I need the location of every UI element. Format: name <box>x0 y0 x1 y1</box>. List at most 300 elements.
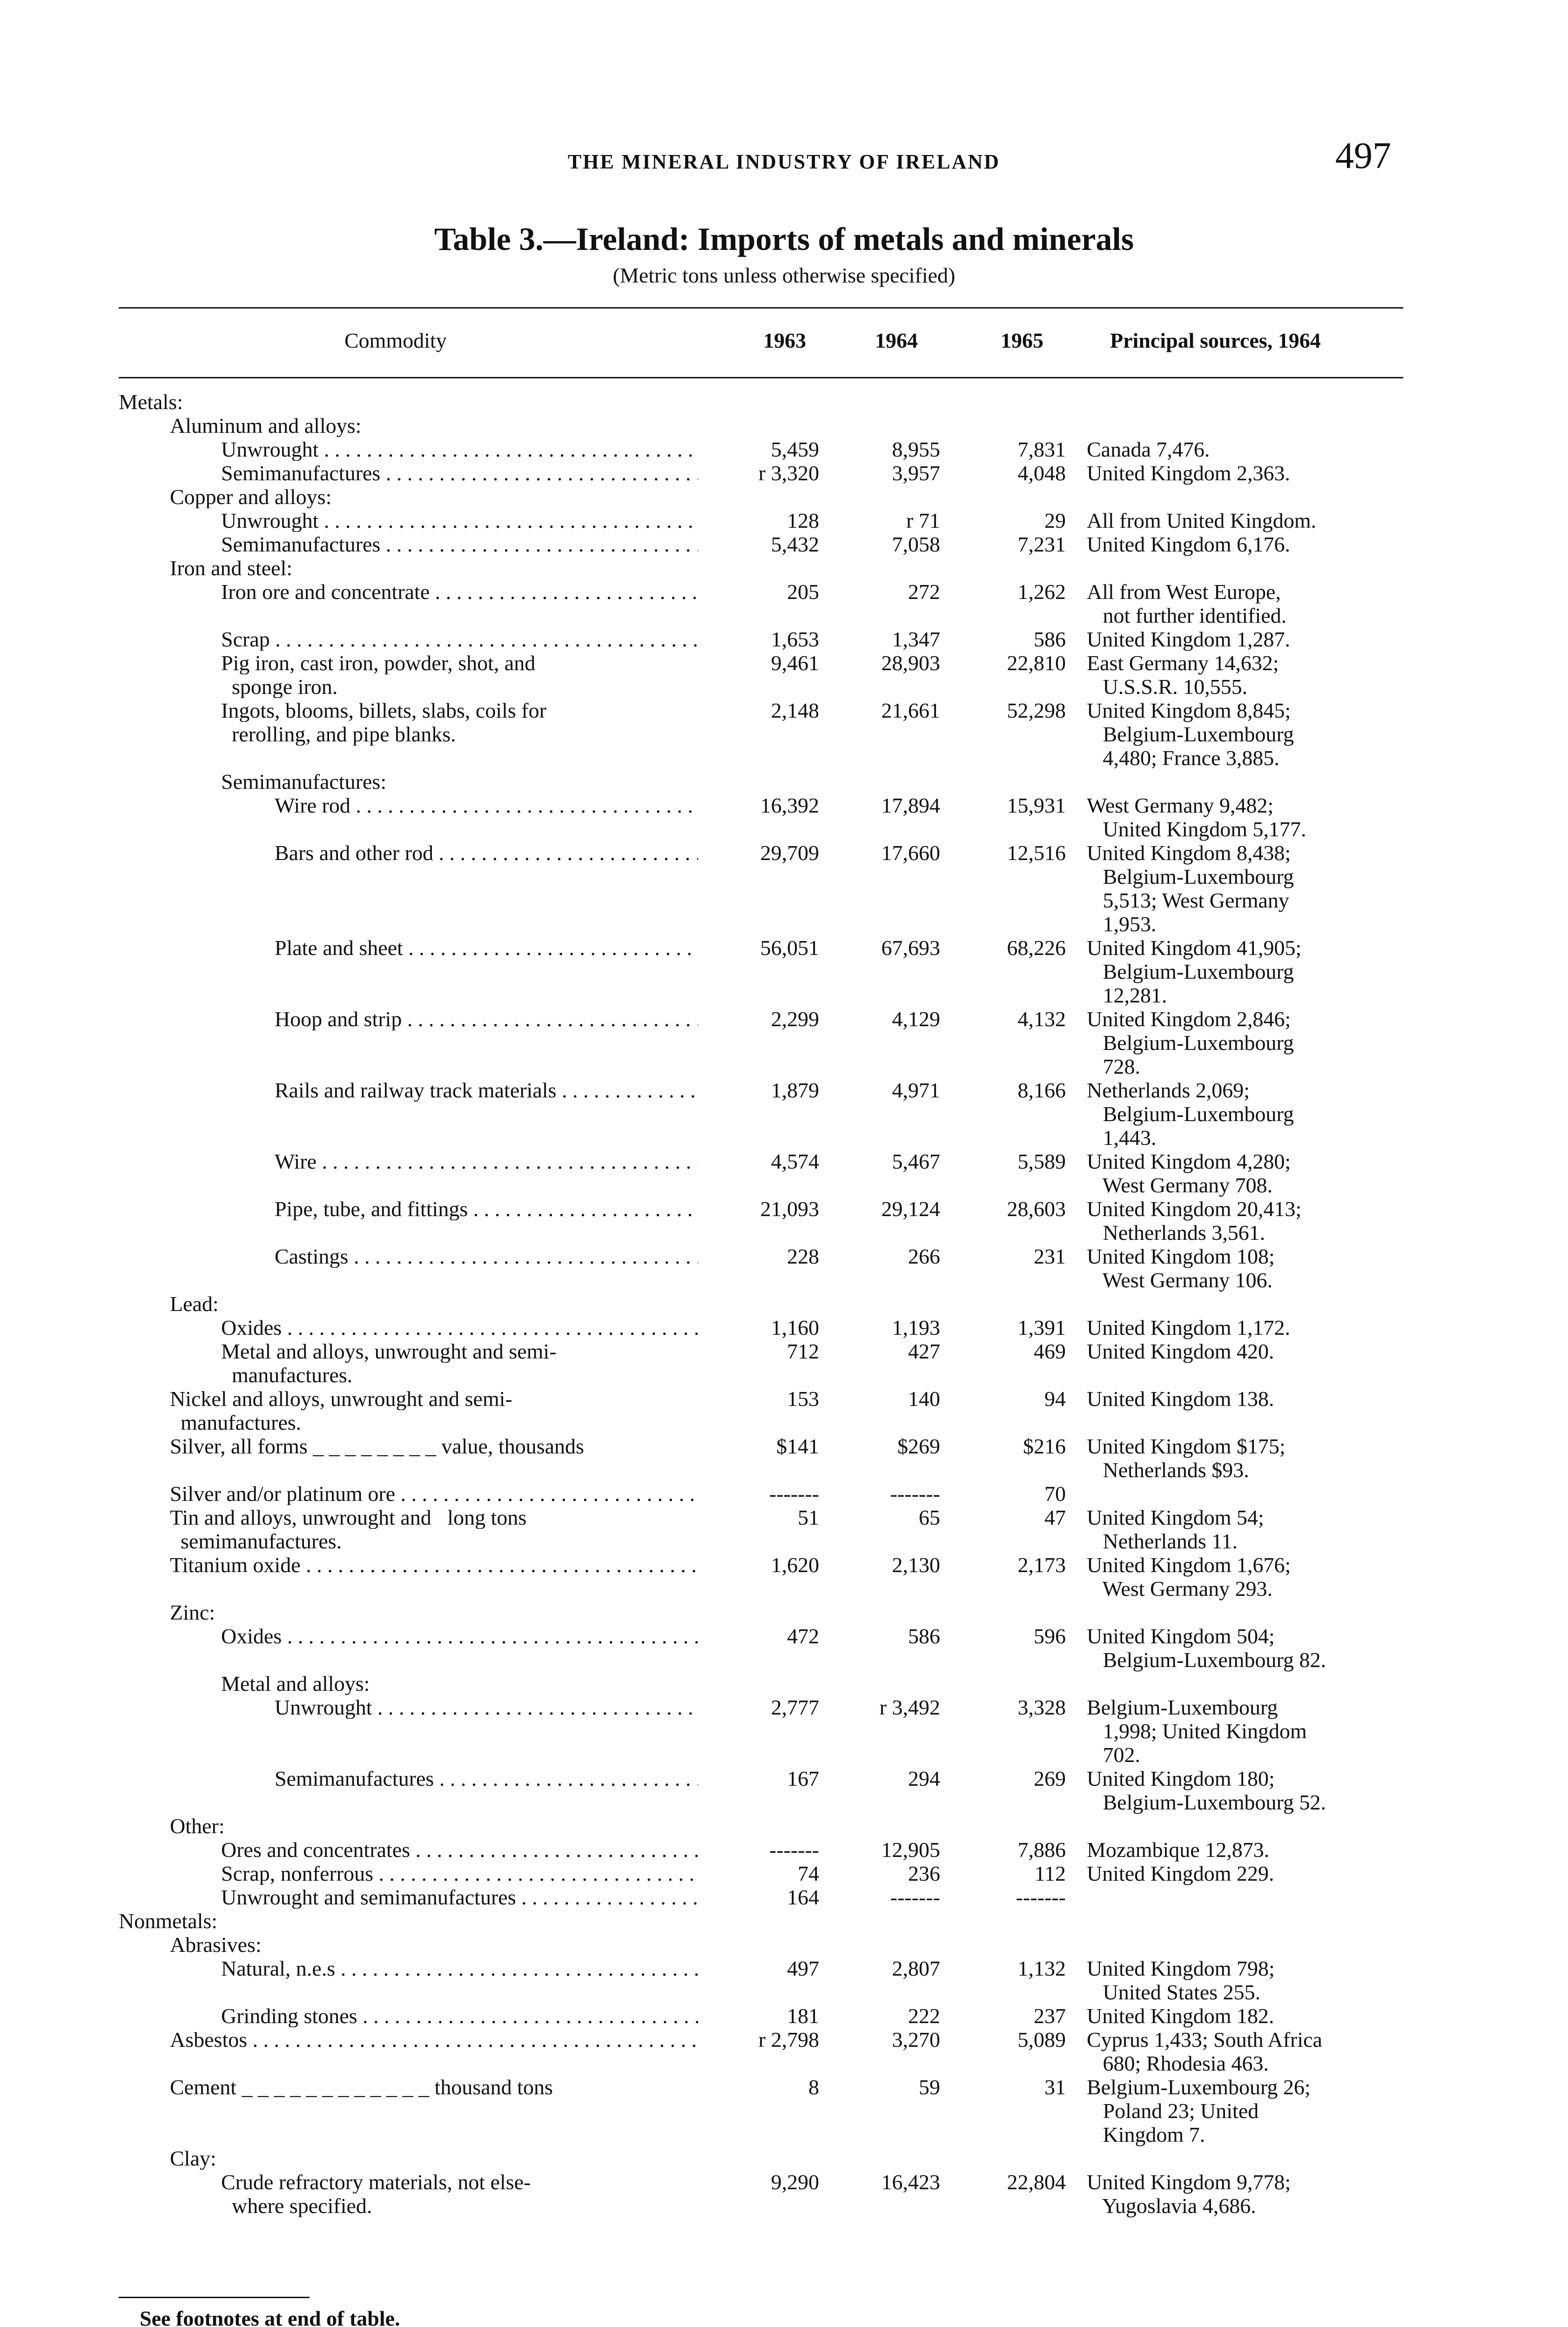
table-row <box>0 1056 1568 1078</box>
value-1963: 1,879 <box>771 1078 819 1102</box>
value-1963: 74 <box>798 1862 819 1885</box>
table-row <box>0 866 1568 888</box>
table-row <box>0 1364 1568 1386</box>
value-1965: 7,231 <box>1017 532 1066 556</box>
principal-sources: United Kingdom 6,176. <box>1087 532 1290 556</box>
principal-sources: United Kingdom 8,438; <box>1087 841 1291 865</box>
row-commodity: manufactures. <box>170 1412 302 1434</box>
principal-sources: United Kingdom 798; <box>1087 1957 1275 1980</box>
principal-sources: United Kingdom 54; <box>1087 1506 1264 1529</box>
value-1964: 59 <box>919 2075 940 2099</box>
value-1964: 17,660 <box>881 841 940 865</box>
row-commodity: Pipe, tube, and fittings . . . <box>275 1198 698 1220</box>
value-1964: 17,894 <box>881 794 940 817</box>
value-1965: 22,804 <box>1007 2170 1066 2194</box>
value-1964: 3,957 <box>892 461 940 485</box>
value-1965: 3,328 <box>1017 1695 1066 1719</box>
row-commodity: Cement _ _ _ _ _ _ _ _ _ _ _ _ thousand tons <box>170 2076 553 2098</box>
value-1964: 21,661 <box>881 699 940 722</box>
value-1965: 596 <box>1034 1624 1066 1648</box>
principal-sources: United Kingdom 1,172. <box>1087 1316 1290 1339</box>
table-row <box>0 581 1568 603</box>
table-row <box>0 1957 1568 1980</box>
value-1964: 1,193 <box>892 1316 940 1339</box>
value-1965: 5,089 <box>1017 2028 1066 2051</box>
table-row <box>0 2195 1568 2217</box>
row-commodity: Tin and alloys, unwrought and long tons <box>170 1506 527 1529</box>
value-1963: 8 <box>808 2075 819 2099</box>
table-subtitle: (Metric tons unless otherwise specified) <box>612 263 956 287</box>
principal-sources: United Kingdom $175; <box>1087 1434 1285 1458</box>
value-1965: 4,132 <box>1017 1007 1066 1031</box>
row-commodity: Oxides . . . <box>221 1625 698 1648</box>
table-row <box>0 1649 1568 1671</box>
table-row <box>0 1317 1568 1339</box>
value-1965: 94 <box>1044 1387 1066 1411</box>
value-1963: 5,432 <box>771 532 819 556</box>
principal-sources: Kingdom 7. <box>1087 2123 1205 2146</box>
row-commodity: Scrap, nonferrous . . . <box>221 1863 698 1885</box>
table-row <box>0 1554 1568 1576</box>
principal-sources: United Kingdom 229. <box>1087 1862 1274 1885</box>
principal-sources: 728. <box>1087 1055 1140 1078</box>
column-header-sources: Principal sources, 1964 <box>1110 329 1321 352</box>
value-1964: 29,124 <box>881 1197 940 1221</box>
table-row <box>0 1673 1568 1695</box>
table-row <box>0 1150 1568 1173</box>
table-row <box>0 605 1568 627</box>
value-1965: 70 <box>1044 1482 1066 1506</box>
value-1965: 31 <box>1044 2075 1066 2099</box>
row-commodity: Metal and alloys, unwrought and semi- <box>221 1340 557 1363</box>
table-row <box>0 1768 1568 1790</box>
table-row <box>0 533 1568 556</box>
table-row <box>0 1815 1568 1837</box>
row-commodity: Metal and alloys: <box>221 1673 370 1695</box>
table-row <box>0 1459 1568 1481</box>
principal-sources: United Kingdom 180; <box>1087 1767 1275 1790</box>
table-row <box>0 1340 1568 1363</box>
table-row <box>0 2124 1568 2146</box>
row-commodity: Scrap . . . <box>221 628 698 651</box>
principal-sources: Belgium-Luxembourg 26; <box>1087 2075 1311 2099</box>
value-1963: ------- <box>769 1482 819 1506</box>
value-1964: ------- <box>890 1885 940 1909</box>
row-commodity: Abrasives: <box>170 1934 262 1956</box>
principal-sources: Belgium-Luxembourg <box>1087 865 1294 888</box>
row-commodity: Wire . . . <box>275 1150 698 1173</box>
value-1963: 51 <box>798 1506 819 1529</box>
principal-sources: Belgium-Luxembourg <box>1087 1102 1294 1126</box>
table-row <box>0 1506 1568 1529</box>
row-commodity: rerolling, and pipe blanks. <box>221 723 456 746</box>
table-row <box>0 1720 1568 1742</box>
row-commodity: Silver, all forms _ _ _ _ _ _ _ _ value, thousands <box>170 1435 584 1458</box>
table-row <box>0 1483 1568 1505</box>
table-row <box>0 1578 1568 1600</box>
table-row <box>0 1435 1568 1458</box>
table-row <box>0 391 1568 413</box>
value-1964: 4,129 <box>892 1007 940 1031</box>
table-row <box>0 723 1568 746</box>
principal-sources: East Germany 14,632; <box>1087 651 1279 675</box>
value-1963: 9,290 <box>771 2170 819 2194</box>
value-1963: 2,148 <box>771 699 819 722</box>
value-1963: 5,459 <box>771 437 819 461</box>
value-1965: 1,262 <box>1017 580 1066 604</box>
principal-sources: United Kingdom 2,363. <box>1087 461 1290 485</box>
row-commodity: Clay: <box>170 2147 216 2170</box>
value-1963: 153 <box>787 1387 819 1411</box>
principal-sources: West Germany 293. <box>1087 1577 1273 1601</box>
principal-sources: 12,281. <box>1087 983 1167 1007</box>
table-row <box>0 1388 1568 1410</box>
table-row <box>0 913 1568 935</box>
value-1963: 21,093 <box>760 1197 819 1221</box>
table-row <box>0 1744 1568 1766</box>
value-1963: 164 <box>787 1885 819 1909</box>
table-row <box>0 1981 1568 2004</box>
row-commodity: Aluminum and alloys: <box>170 415 362 437</box>
table-row <box>0 1222 1568 1244</box>
principal-sources: West Germany 708. <box>1087 1173 1273 1197</box>
principal-sources: West Germany 106. <box>1087 1268 1273 1292</box>
row-commodity: Grinding stones . . . <box>221 2005 698 2027</box>
value-1964: 12,905 <box>881 1838 940 1862</box>
value-1964: 140 <box>908 1387 940 1411</box>
row-commodity: Ingots, blooms, billets, slabs, coils for <box>221 699 546 722</box>
principal-sources: Belgium-Luxembourg 82. <box>1087 1648 1326 1672</box>
table-row <box>0 628 1568 651</box>
value-1964: 294 <box>908 1767 940 1790</box>
table-title: Table 3.—Ireland: Imports of metals and minerals <box>434 222 1134 257</box>
table-row <box>0 1412 1568 1434</box>
principal-sources: Belgium-Luxembourg <box>1087 960 1294 983</box>
row-commodity: Ores and concentrates . . . <box>221 1839 698 1861</box>
table-row <box>0 1601 1568 1624</box>
row-commodity: Unwrought . . . <box>221 510 698 532</box>
table-row <box>0 510 1568 532</box>
row-commodity: Nonmetals: <box>119 1910 218 1932</box>
row-commodity: Pig iron, cast iron, powder, shot, and <box>221 652 536 674</box>
principal-sources: 702. <box>1087 1743 1140 1767</box>
row-commodity: manufactures. <box>221 1364 353 1386</box>
table-row <box>0 1008 1568 1030</box>
table-row <box>0 2100 1568 2122</box>
value-1963: 181 <box>787 2004 819 2028</box>
row-commodity: Unwrought and semimanufactures . . . <box>221 1886 698 1909</box>
value-1965: 469 <box>1034 1339 1066 1363</box>
table-row <box>0 1079 1568 1102</box>
principal-sources: Poland 23; United <box>1087 2099 1259 2123</box>
table-row <box>0 1863 1568 1885</box>
table-row <box>0 1293 1568 1315</box>
value-1964: 236 <box>908 1862 940 1885</box>
principal-sources: 5,513; West Germany <box>1087 888 1289 912</box>
value-1964: r 3,492 <box>879 1695 940 1719</box>
table-top-rule <box>119 307 1403 309</box>
row-commodity: Silver and/or platinum ore . . . <box>170 1483 698 1505</box>
row-commodity: Copper and alloys: <box>170 486 332 508</box>
table-row <box>0 1245 1568 1268</box>
row-commodity: Metals: <box>119 391 183 413</box>
table-row <box>0 1174 1568 1197</box>
principal-sources: 1,998; United Kingdom <box>1087 1719 1307 1743</box>
value-1964: ------- <box>890 1482 940 1506</box>
principal-sources: All from West Europe, <box>1087 580 1281 604</box>
table-row <box>0 818 1568 841</box>
row-commodity: Iron ore and concentrate . . . <box>221 581 698 603</box>
value-1963: 1,160 <box>771 1316 819 1339</box>
value-1965: 22,810 <box>1007 651 1066 675</box>
table-row <box>0 2171 1568 2193</box>
row-commodity: where specified. <box>221 2195 372 2217</box>
table-row <box>0 438 1568 461</box>
value-1964: 16,423 <box>881 2170 940 2194</box>
table-row <box>0 747 1568 769</box>
row-commodity: sponge iron. <box>221 676 338 698</box>
table-row <box>0 1127 1568 1149</box>
value-1964: $269 <box>897 1434 940 1458</box>
column-header-1963: 1963 <box>763 329 806 352</box>
value-1965: 4,048 <box>1017 461 1066 485</box>
value-1964: 266 <box>908 1244 940 1268</box>
table-header-rule <box>119 377 1403 378</box>
principal-sources: United Kingdom 504; <box>1087 1624 1275 1648</box>
principal-sources: Yugoslavia 4,686. <box>1087 2194 1256 2218</box>
value-1964: 2,807 <box>892 1957 940 1980</box>
footnote: See footnotes at end of table. <box>140 2307 400 2327</box>
principal-sources: United Kingdom 1,287. <box>1087 627 1290 651</box>
value-1963: 205 <box>787 580 819 604</box>
row-commodity: Semimanufactures . . . <box>221 462 698 484</box>
table-row <box>0 2147 1568 2170</box>
row-commodity: Oxides . . . <box>221 1317 698 1339</box>
principal-sources: United Kingdom 138. <box>1087 1387 1274 1411</box>
row-commodity: Bars and other rod . . . <box>275 842 698 864</box>
row-commodity: Semimanufactures . . . <box>221 533 698 556</box>
value-1963: 29,709 <box>760 841 819 865</box>
value-1964: 427 <box>908 1339 940 1363</box>
value-1965: 237 <box>1034 2004 1066 2028</box>
principal-sources: United Kingdom 8,845; <box>1087 699 1291 722</box>
principal-sources: Belgium-Luxembourg <box>1087 1695 1278 1719</box>
value-1965: 12,516 <box>1007 841 1066 865</box>
value-1963: 1,653 <box>771 627 819 651</box>
principal-sources: United Kingdom 4,280; <box>1087 1150 1291 1173</box>
value-1965: 68,226 <box>1007 936 1066 960</box>
value-1964: 28,903 <box>881 651 940 675</box>
table-row <box>0 2076 1568 2098</box>
value-1965: $216 <box>1023 1434 1066 1458</box>
table-row <box>0 2052 1568 2075</box>
table-row <box>0 842 1568 864</box>
column-header-1965: 1965 <box>1001 329 1043 352</box>
table-row <box>0 1791 1568 1814</box>
table-row <box>0 984 1568 1007</box>
value-1963: ------- <box>769 1838 819 1862</box>
value-1964: 272 <box>908 580 940 604</box>
row-commodity: Asbestos . . . <box>170 2029 698 2051</box>
table-row <box>0 652 1568 674</box>
value-1965: 586 <box>1034 627 1066 651</box>
row-commodity: Unwrought . . . <box>221 438 698 461</box>
value-1965: 47 <box>1044 1506 1066 1529</box>
table-row <box>0 2005 1568 2027</box>
table-row <box>0 2029 1568 2051</box>
principal-sources: Netherlands 11. <box>1087 1529 1238 1553</box>
value-1965: 29 <box>1044 509 1066 532</box>
value-1965: 1,132 <box>1017 1957 1066 1980</box>
value-1963: 167 <box>787 1767 819 1790</box>
value-1963: 4,574 <box>771 1150 819 1173</box>
value-1963: 472 <box>787 1624 819 1648</box>
principal-sources: Mozambique 12,873. <box>1087 1838 1270 1862</box>
value-1964: 67,693 <box>881 936 940 960</box>
table-row <box>0 1839 1568 1861</box>
value-1963: 56,051 <box>760 936 819 960</box>
value-1963: r 3,320 <box>758 461 819 485</box>
value-1963: 128 <box>787 509 819 532</box>
row-commodity: Unwrought . . . <box>275 1696 698 1719</box>
principal-sources: United Kingdom 41,905; <box>1087 936 1302 960</box>
table-row <box>0 1103 1568 1125</box>
value-1964: 5,467 <box>892 1150 940 1173</box>
table-row <box>0 771 1568 793</box>
table-row <box>0 961 1568 983</box>
principal-sources: U.S.S.R. 10,555. <box>1087 675 1248 699</box>
table-row <box>0 1886 1568 1909</box>
value-1963: 712 <box>787 1339 819 1363</box>
principal-sources: United Kingdom 1,676; <box>1087 1553 1291 1577</box>
principal-sources: United Kingdom 9,778; <box>1087 2170 1291 2194</box>
table-row <box>0 699 1568 722</box>
principal-sources: 680; Rhodesia 463. <box>1087 2051 1269 2075</box>
row-commodity: Crude refractory materials, not else- <box>221 2171 531 2193</box>
value-1965: 15,931 <box>1007 794 1066 817</box>
value-1964: 8,955 <box>892 437 940 461</box>
value-1965: 269 <box>1034 1767 1066 1790</box>
value-1964: 586 <box>908 1624 940 1648</box>
value-1963: r 2,798 <box>758 2028 819 2051</box>
row-commodity: Wire rod . . . <box>275 794 698 817</box>
table-row <box>0 1269 1568 1291</box>
table-row <box>0 486 1568 508</box>
value-1965: 52,298 <box>1007 699 1066 722</box>
table-row <box>0 1530 1568 1553</box>
principal-sources: Belgium-Luxembourg <box>1087 722 1294 746</box>
value-1963: 1,620 <box>771 1553 819 1577</box>
principal-sources: Netherlands $93. <box>1087 1458 1249 1482</box>
row-commodity: semimanufactures. <box>170 1530 342 1553</box>
row-commodity: Hoop and strip . . . <box>275 1008 698 1030</box>
principal-sources: United Kingdom 5,177. <box>1087 817 1306 841</box>
row-commodity: Zinc: <box>170 1601 215 1624</box>
value-1964: 1,347 <box>892 627 940 651</box>
principal-sources: West Germany 9,482; <box>1087 794 1274 817</box>
value-1963: 2,777 <box>771 1695 819 1719</box>
principal-sources: 1,443. <box>1087 1126 1157 1150</box>
column-header-1964: 1964 <box>875 329 918 352</box>
row-commodity: Plate and sheet . . . <box>275 937 698 959</box>
table-row <box>0 889 1568 912</box>
value-1965: 112 <box>1034 1862 1066 1885</box>
row-commodity: Nickel and alloys, unwrought and semi- <box>170 1388 512 1410</box>
value-1965: 2,173 <box>1017 1553 1066 1577</box>
table-row <box>0 794 1568 817</box>
value-1965: 8,166 <box>1017 1078 1066 1102</box>
value-1964: 7,058 <box>892 532 940 556</box>
principal-sources: United States 255. <box>1087 1980 1261 2004</box>
row-commodity: Castings . . . <box>275 1245 698 1268</box>
principal-sources: United Kingdom 420. <box>1087 1339 1274 1363</box>
page-number: 497 <box>1335 135 1391 176</box>
value-1963: 2,299 <box>771 1007 819 1031</box>
row-commodity: Titanium oxide . . . <box>170 1554 698 1576</box>
table-row <box>0 1625 1568 1648</box>
value-1963: 228 <box>787 1244 819 1268</box>
principal-sources: 4,480; France 3,885. <box>1087 746 1279 770</box>
table-row <box>0 415 1568 437</box>
principal-sources: Belgium-Luxembourg 52. <box>1087 1790 1326 1814</box>
principal-sources: United Kingdom 182. <box>1087 2004 1274 2028</box>
value-1963: 16,392 <box>760 794 819 817</box>
value-1964: r 71 <box>906 509 940 532</box>
principal-sources: Canada 7,476. <box>1087 437 1210 461</box>
principal-sources: All from United Kingdom. <box>1087 509 1317 532</box>
row-commodity: Lead: <box>170 1293 219 1315</box>
value-1965: 7,886 <box>1017 1838 1066 1862</box>
principal-sources: Netherlands 3,561. <box>1087 1221 1265 1244</box>
value-1965: 7,831 <box>1017 437 1066 461</box>
principal-sources: 1,953. <box>1087 912 1157 936</box>
principal-sources: Netherlands 2,069; <box>1087 1078 1250 1102</box>
footnote-rule <box>119 2297 310 2298</box>
table-row <box>0 1198 1568 1220</box>
value-1964: 2,130 <box>892 1553 940 1577</box>
principal-sources: not further identified. <box>1087 604 1287 627</box>
value-1965: 5,589 <box>1017 1150 1066 1173</box>
table-row <box>0 1934 1568 1956</box>
principal-sources: Cyprus 1,433; South Africa <box>1087 2028 1322 2051</box>
table-row <box>0 1032 1568 1054</box>
principal-sources: United Kingdom 20,413; <box>1087 1197 1302 1221</box>
value-1964: 4,971 <box>892 1078 940 1102</box>
value-1963: $141 <box>776 1434 819 1458</box>
value-1965: ------- <box>1016 1885 1066 1909</box>
value-1965: 28,603 <box>1007 1197 1066 1221</box>
table-body <box>0 391 1568 2262</box>
principal-sources: Belgium-Luxembourg <box>1087 1031 1294 1055</box>
value-1965: 1,391 <box>1017 1316 1066 1339</box>
table-row <box>0 1910 1568 1932</box>
row-commodity: Other: <box>170 1815 225 1837</box>
row-commodity: Rails and railway track materials . . . <box>275 1079 698 1102</box>
row-commodity: Iron and steel: <box>170 557 293 579</box>
value-1964: 222 <box>908 2004 940 2028</box>
table-row <box>0 462 1568 484</box>
principal-sources: United Kingdom 2,846; <box>1087 1007 1291 1031</box>
running-title: THE MINERAL INDUSTRY OF IRELAND <box>567 150 1001 173</box>
table-row <box>0 676 1568 698</box>
principal-sources: United Kingdom 108; <box>1087 1244 1275 1268</box>
value-1964: 3,270 <box>892 2028 940 2051</box>
column-header-commodity: Commodity <box>344 329 447 352</box>
row-commodity: Semimanufactures: <box>221 771 387 793</box>
value-1964: 65 <box>919 1506 940 1529</box>
table-row <box>0 1696 1568 1719</box>
row-commodity: Natural, n.e.s . . . <box>221 1957 698 1980</box>
